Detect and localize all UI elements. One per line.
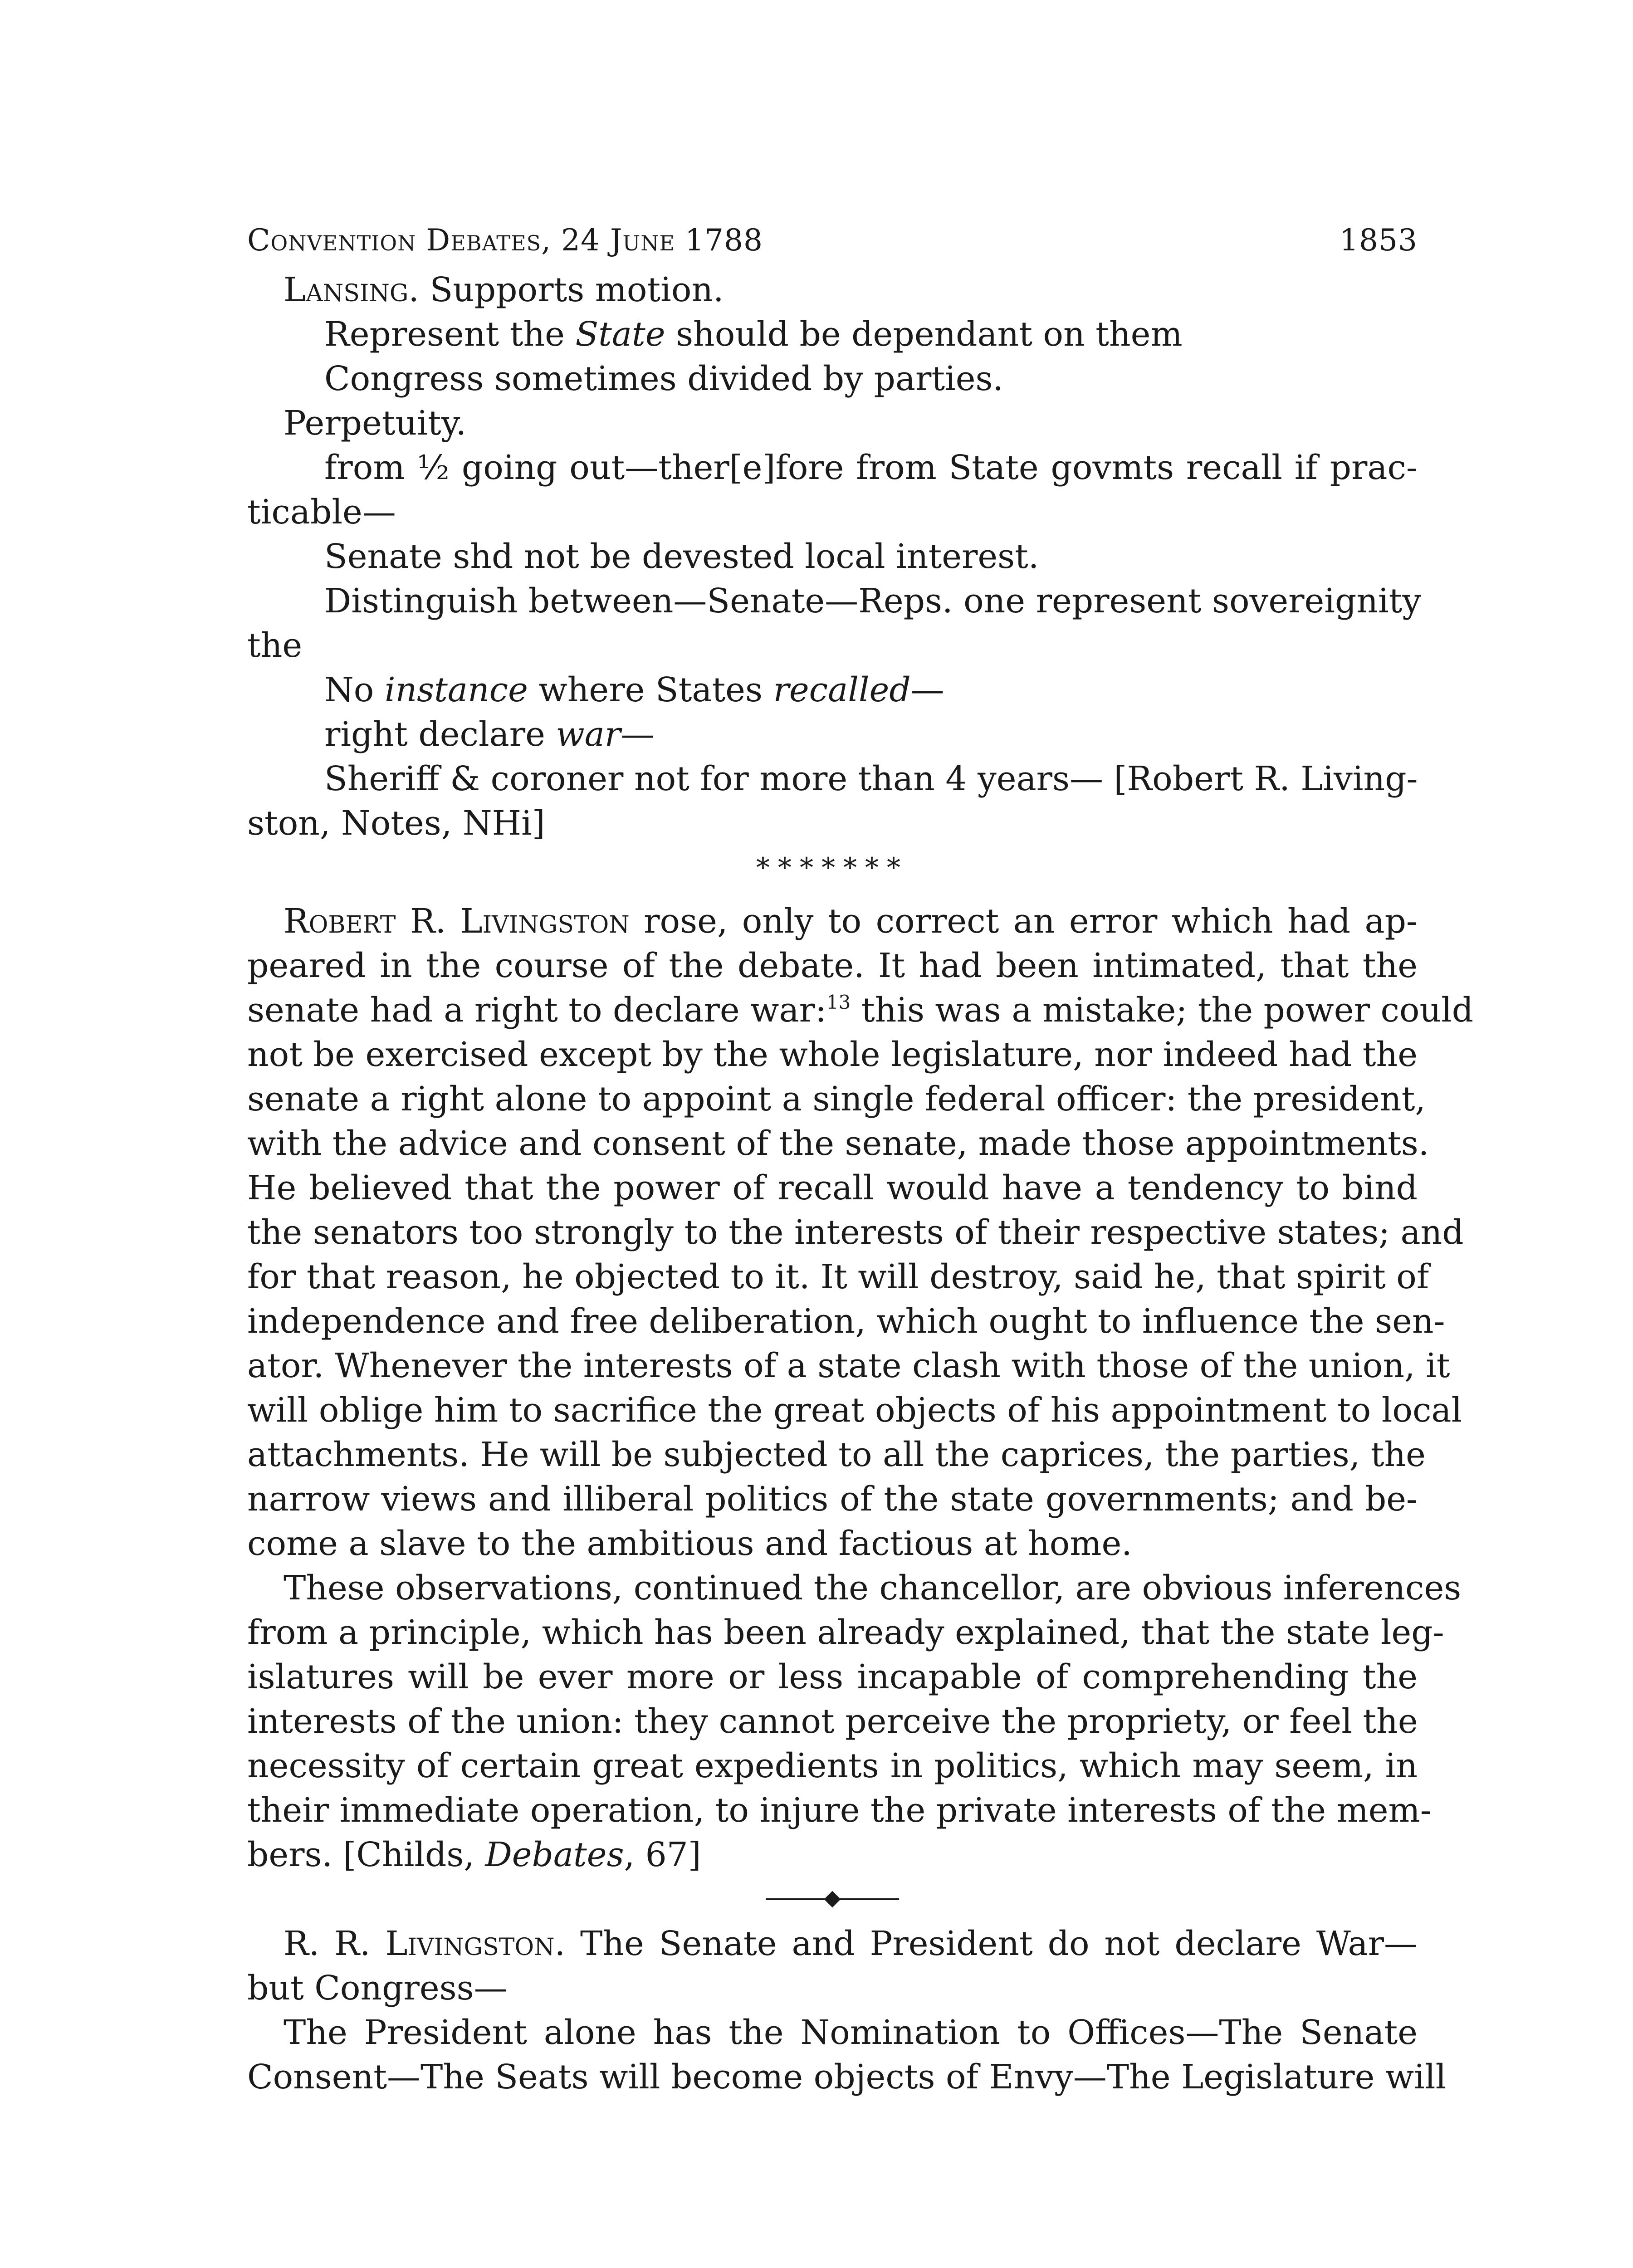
lansing-line: Senate shd not be devested local interest. [324, 537, 1039, 576]
body-line: narrow views and illiberal politics of the state governments; and be- [247, 1480, 1418, 1519]
footnote-marker[interactable]: 13 [826, 991, 851, 1013]
body-line: The President alone has the Nomination to Offices—The Senate [284, 2013, 1418, 2052]
body-line: but Congress— [247, 1969, 508, 2008]
lansing-line: Sheriff & coroner not for more than 4 years— [Robert R. Living- [324, 759, 1418, 798]
lansing-line: Represent the State should be dependant on them [324, 315, 1183, 354]
body-line: come a slave to the ambitious and factious at home. [247, 1524, 1132, 1563]
speaker-name: Lansing [284, 270, 409, 309]
body-line: will oblige him to sacrifice the great objects of his appointment to local [247, 1391, 1462, 1430]
lansing-line: ticable— [247, 493, 396, 532]
section-ornament [247, 1877, 1418, 1921]
body-line: their immediate operation, to injure the private interests of the mem- [247, 1791, 1432, 1830]
speaker-name: Robert R. Livingston [284, 902, 630, 941]
lansing-line: from ½ going out—ther[e]fore from State govmts recall if prac- [324, 448, 1418, 487]
childs-debates-paragraph-1 [247, 899, 1474, 1566]
body-line: Robert R. Livingston rose, only to correct an error which had ap- [284, 902, 1418, 941]
lansing-line: No instance where States recalled— [324, 670, 944, 709]
body-line: with the advice and consent of the senate, made those appointments. [247, 1124, 1429, 1163]
childs-debates-paragraph-2 [247, 1566, 1462, 1877]
body-line: necessity of certain great expedients in politics, which may seem, in [247, 1746, 1418, 1785]
lansing-line: Distinguish between—Senate—Reps. one represent sovereignity [324, 582, 1422, 621]
page-number: 1853 [1340, 223, 1418, 258]
body-line: ator. Whenever the interests of a state clash with those of the union, it [247, 1346, 1450, 1385]
body-line: senate a right alone to appoint a single federal officer: the president, [247, 1080, 1426, 1119]
body-line: Consent—The Seats will become objects of Envy—The Legislature will [247, 2058, 1447, 2097]
running-title: Convention Debates, 24 June 1788 [247, 223, 763, 258]
body-line: R. R. Livingston. The Senate and President do not declare War— [284, 1924, 1418, 1963]
lansing-notes [247, 268, 1422, 846]
rrl-notes [247, 1921, 1447, 2099]
lansing-line: Lansing. Supports motion. [284, 270, 724, 309]
body-line: for that reason, he objected to it. It will destroy, said he, that spirit of [247, 1257, 1429, 1296]
body-line: These observations, continued the chancellor, are obvious inferences [284, 1569, 1462, 1608]
diamond-rule-icon [766, 1893, 899, 1905]
asterisk-separator: ******* [756, 852, 909, 884]
body-line: the senators too strongly to the interests of their respective states; and [247, 1213, 1464, 1252]
lansing-line: right declare war— [324, 715, 655, 754]
speaker-name: R. R. Livingston [284, 1924, 555, 1963]
body-line: bers. [Childs, Debates, 67] [247, 1835, 701, 1874]
lansing-line: the [247, 626, 303, 665]
body-line: interests of the union: they cannot perceive the propriety, or feel the [247, 1702, 1418, 1741]
body-line: independence and free deliberation, which ought to influence the sen- [247, 1302, 1445, 1341]
body-line: He believed that the power of recall would have a tendency to bind [247, 1168, 1418, 1207]
body-line: attachments. He will be subjected to all the caprices, the parties, the [247, 1435, 1426, 1474]
lansing-line: Congress sometimes divided by parties. [324, 359, 1004, 398]
body-line: not be exercised except by the whole legislature, nor indeed had the [247, 1035, 1418, 1074]
body-line: islatures will be ever more or less incapable of comprehending the [247, 1657, 1418, 1696]
running-head [247, 218, 1418, 263]
body-line: senate had a right to declare war:$^{13}$ this was a mistake; the power could [247, 991, 1474, 1030]
body-line: from a principle, which has been already explained, that the state leg- [247, 1613, 1444, 1652]
lansing-line: Perpetuity. [284, 404, 467, 443]
body-line: peared in the course of the debate. It had been intimated, that the [247, 946, 1418, 985]
lansing-line: ston, Notes, NHi] [247, 804, 545, 843]
document-page [247, 218, 1474, 2099]
